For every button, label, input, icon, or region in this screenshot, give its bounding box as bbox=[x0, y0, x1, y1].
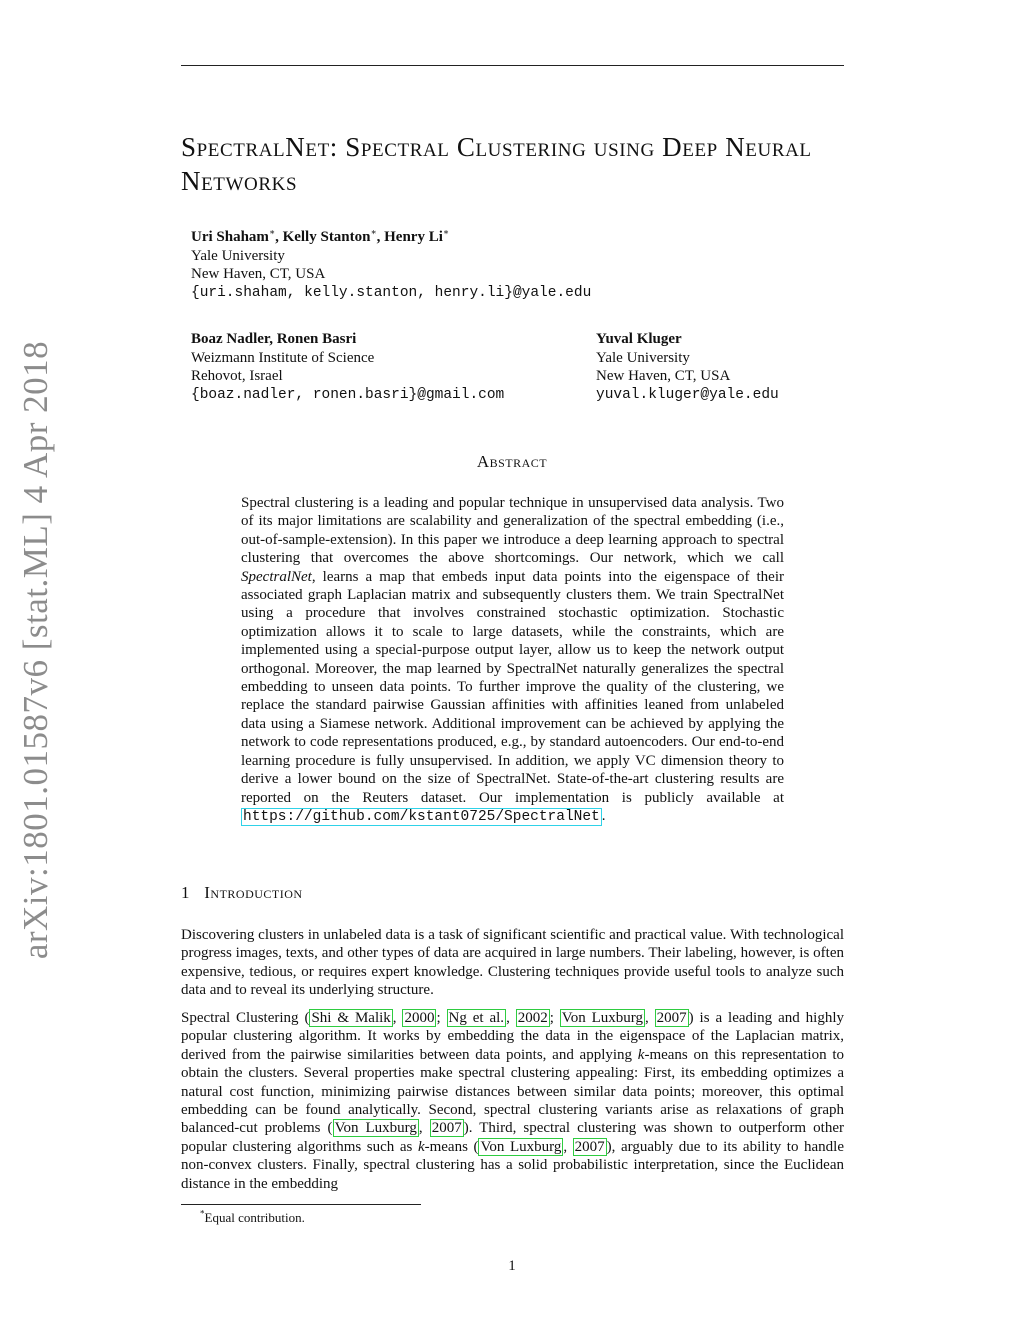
page-number: 1 bbox=[508, 1258, 516, 1274]
intro-paragraph-1: Discovering clusters in unlabeled data is a task of significant scientific and practical value. With technological progress images, texts, and other types of data are acquired in large numbers. Their labeling, however, is often expensive, tedious, or requires expert knowledge. Clustering techniques provide useful tools to analyze such data and to reveal its underlying structure. bbox=[181, 927, 844, 999]
github-link[interactable]: https://github.com/kstant0725/SpectralNet bbox=[243, 808, 600, 825]
email-1: {uri.shaham, kelly.stanton, henry.li}@yale.edu bbox=[191, 284, 592, 301]
affiliation-1: Yale University bbox=[191, 247, 285, 264]
author-block-2 bbox=[191, 330, 504, 404]
citation-link[interactable]: 2000 bbox=[404, 1010, 435, 1026]
author-name: Henry Li bbox=[384, 229, 443, 245]
abstract-heading: Abstract bbox=[476, 452, 548, 471]
top-rule bbox=[181, 65, 844, 66]
email-2: {boaz.nadler, ronen.basri}@gmail.com bbox=[191, 386, 505, 403]
citation-link[interactable]: 2002 bbox=[517, 1010, 548, 1026]
citation-link[interactable]: Von Luxburg bbox=[480, 1138, 562, 1155]
section-title: Introduction bbox=[204, 883, 303, 902]
author-names-1: Uri Shaham∗, Kelly Stanton∗, Henry Li∗ bbox=[191, 227, 449, 245]
location-2: Rehovot, Israel bbox=[191, 368, 283, 384]
affiliation-2: Weizmann Institute of Science bbox=[191, 349, 375, 366]
author-name: Kelly Stanton bbox=[282, 229, 371, 245]
author-names-2: Boaz Nadler, Ronen Basri bbox=[191, 331, 357, 347]
citation-link[interactable]: Ng et al. bbox=[448, 1010, 505, 1026]
abstract-italic-name: SpectralNet bbox=[241, 568, 312, 585]
citation-link[interactable]: Von Luxburg bbox=[334, 1120, 417, 1137]
footnote-mark: * bbox=[200, 1208, 205, 1219]
citation-link[interactable]: Von Luxburg bbox=[561, 1010, 643, 1026]
footnote-rule bbox=[181, 1204, 421, 1205]
citation-link[interactable]: 2007 bbox=[574, 1138, 605, 1155]
author-block-3 bbox=[596, 330, 779, 404]
abstract-text-2: , learns a map that embeds input data points into the eigenspace of their associated graph Laplacian matrix and subsequently clusters them. We train SpectralNet using a procedure that involves constrained stochastic optimization. Stochastic optimization allows it to scale to large datasets, while the constraints, which are implemented using a special-purpose output layer, allow us to keep the network output orthogonal. Moreover, the map learned by SpectralNet naturally generalizes the spectral embedding to unseen data points. To further improve the quality of the clustering, we replace the standard pairwise Gaussian affinities with affinities leaned from unlabeled data using a Siamese network. Additional improvement can be achieved by applying the network to code representations produced, e.g., by standard autoencoders. Our end-to-end learning procedure is fully unsupervised. In addition, we apply VC dimension theory to derive a lower bound on the size of SpectralNet. State-of-the-art clustering results are reported on the Reuters dataset. Our implementation is publicly available at bbox=[241, 568, 784, 806]
location-1: New Haven, CT, USA bbox=[191, 266, 326, 282]
author-block-1 bbox=[191, 228, 591, 302]
equal-contribution-mark: ∗ bbox=[268, 227, 276, 237]
citation-link[interactable]: 2007 bbox=[431, 1120, 462, 1137]
abstract-end-punct: . bbox=[601, 807, 606, 824]
citation-link[interactable]: Shi & Malik bbox=[311, 1010, 391, 1026]
abstract-text-1: Spectral clustering is a leading and popular technique in unsupervised data analysis. Two of its major limitations are scalability and generalization of the spectral embedding (i.e., out-of-sample-extension). In this paper we introduce a deep learning approach to spectral clustering that overcomes the above shortcomings. Our network, which we call bbox=[241, 495, 784, 567]
equal-contribution-mark: ∗ bbox=[442, 227, 449, 237]
abstract-body bbox=[241, 494, 784, 826]
citation-link[interactable]: 2007 bbox=[656, 1010, 687, 1026]
footnote-text: Equal contribution. bbox=[204, 1210, 305, 1225]
author-name: Uri Shaham bbox=[191, 229, 269, 245]
footnote bbox=[200, 1210, 305, 1226]
section-number: 1 bbox=[181, 883, 190, 902]
author-names-3: Yuval Kluger bbox=[596, 331, 682, 347]
section-heading bbox=[181, 883, 303, 903]
location-3: New Haven, CT, USA bbox=[596, 368, 731, 384]
intro-paragraph-2: Spectral Clustering ( Shi & Malik , 2000 ; Ng et al. , 2002 ; Von Luxburg , 2007 ) is a leading and highly popular clustering algorithm. It works by embedding the data in the eigenspace of the Laplacian matrix, derived from the pairwise similarities between data points, and applying k-means on this representation to obtain the clusters. Several properties make spectral clustering appealing: First, its embedding optimizes a natural cost function, minimizing pairwise distances between similar data points; moreover, this optimal embedding can be found analytically. Second, spectral clustering variants arise as relaxations of graph balanced-cut problems ( Von Luxburg , 2007 ). Third, spectral clustering was shown to outperform other popular clustering algorithms such as k-means ( Von Luxburg , 2007 ), arguably due to its ability to handle non-convex clusters. Finally, spectral clustering has a solid probabilistic interpretation, since the Euclidean distance in the embedding bbox=[181, 1010, 845, 1192]
arxiv-stamp-text: arXiv:1801.01587v6 [stat.ML] 4 Apr 2018 bbox=[16, 340, 55, 960]
arxiv-stamp bbox=[0, 0, 70, 1325]
email-3: yuval.kluger@yale.edu bbox=[596, 386, 779, 403]
equal-contribution-mark: ∗ bbox=[370, 227, 377, 237]
affiliation-3: Yale University bbox=[596, 349, 690, 366]
paper-title: SpectralNet: Spectral Clustering using Deep Neural Networks bbox=[181, 132, 812, 196]
